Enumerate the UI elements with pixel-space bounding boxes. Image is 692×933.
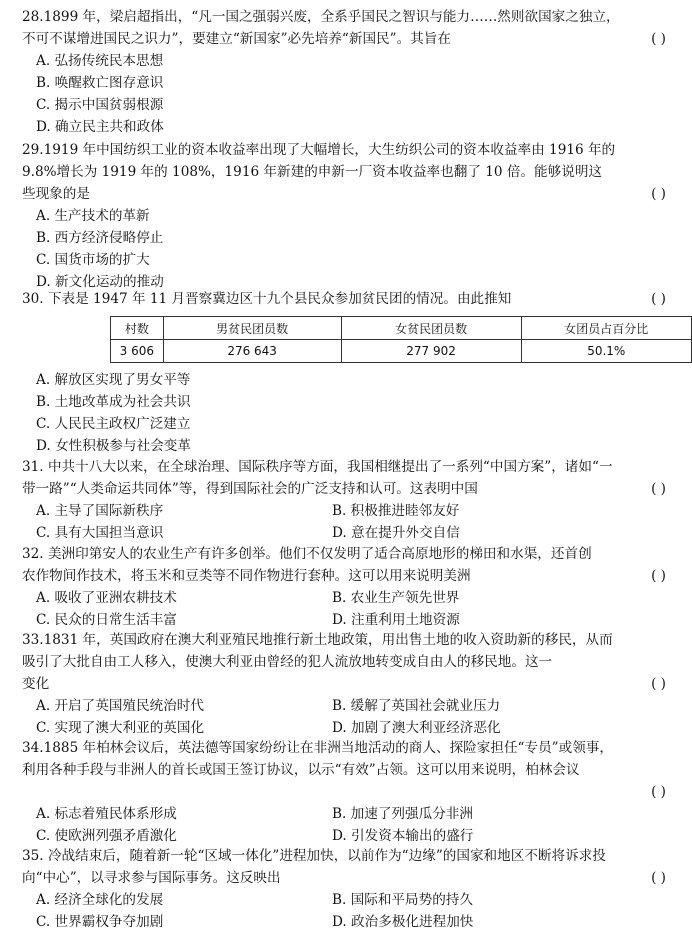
- option-c: C. 国货市场的扩大: [36, 252, 150, 268]
- answer-bracket: ( ): [651, 676, 666, 692]
- option-row: [22, 911, 672, 933]
- option-b: B. 农业生产领先世界: [332, 590, 460, 606]
- option-a: A. 吸收了亚洲农耕技术: [36, 590, 177, 606]
- question-stem-line: [22, 565, 672, 587]
- option-b: B. 国际和平局势的持久: [332, 892, 473, 908]
- option-a: A. 开启了英国殖民统治时代: [36, 698, 204, 714]
- answer-bracket: ( ): [651, 784, 666, 800]
- option-c: C. 具有大国担当意识: [36, 525, 164, 541]
- question-33: [22, 629, 672, 739]
- answer-bracket: ( ): [651, 291, 666, 307]
- option-row: [22, 587, 672, 609]
- question-stem-line: [22, 183, 672, 205]
- question-stem-text: 农作物间作技术，将玉米和豆类等不同作物进行套种。这可以用来说明美洲: [22, 568, 471, 584]
- option-row: [22, 522, 672, 544]
- option-d: D. 加剧了澳大利亚经济恶化: [332, 720, 501, 736]
- option-c: C. 民众的日常生活丰富: [36, 612, 177, 628]
- table-cell: 277 902: [341, 340, 521, 363]
- option-b: B. 土地改革成为社会共识: [36, 394, 191, 410]
- option-row: [22, 609, 672, 631]
- option-row: [22, 889, 672, 911]
- option-a: A. 标志着殖民体系形成: [36, 806, 177, 822]
- table-cell: 276 643: [163, 340, 341, 363]
- option-a: A. 生产技术的革新: [36, 208, 150, 224]
- option-d: D. 注重利用土地资源: [332, 612, 460, 628]
- question-stem-line: 31. 中共十八大以来，在全球治理、国际秩序等方面，我国相继提出了一系列“中国方案”，诸如“一: [22, 459, 613, 475]
- option-a: A. 主导了国际新秩序: [36, 503, 164, 519]
- option-b: B. 积极推进睦邻友好: [332, 503, 460, 519]
- option-row: [22, 803, 672, 825]
- option-d: D. 引发资本输出的盛行: [332, 828, 474, 844]
- question-stem-text: 带一路”“人类命运共同体”等，得到国际社会的广泛支持和认可。这表明中国: [22, 481, 478, 497]
- question-stem-line: 利用各种手段与非洲人的首长或国王签订协议，以示“有效”占领。这可以用来说明，柏林会议: [22, 762, 580, 778]
- question-stem-line: [22, 781, 672, 803]
- option-c: C. 揭示中国贫弱根源: [36, 97, 164, 113]
- question-stem-line: 32. 美洲印第安人的农业生产有许多创举。他们不仅发明了适合高原地形的梯田和水渠，还首创: [22, 546, 592, 562]
- option-c: C. 使欧洲列强矛盾激化: [36, 828, 177, 844]
- question-stem-line: [22, 28, 672, 50]
- option-a: A. 经济全球化的发展: [36, 892, 164, 908]
- answer-bracket: ( ): [651, 568, 666, 584]
- question-30: [22, 288, 672, 310]
- option-a: A. 解放区实现了男女平等: [36, 372, 191, 388]
- option-b: B. 唤醒救亡图存意识: [36, 75, 164, 91]
- data-table: [110, 316, 692, 363]
- option-a: A. 弘扬传统民本思想: [36, 53, 164, 69]
- question-stem-line: 吸引了大批自由工人移入，使澳大利亚由曾经的犯人流放地转变成自由人的移民地。这一: [22, 654, 553, 670]
- question-stem-line: 28.1899 年，梁启超指出，“凡一国之强弱兴废，全系乎国民之智识与能力……然则欲国家之独立，: [22, 9, 620, 25]
- question-stem-line: 35. 冷战结束后，随着新一轮“区域一体化”进程加快，以前作为“边缘”的国家和地区不断将诉求投: [22, 848, 606, 864]
- question-stem-line: 34.1885 年柏林会议后，英法德等国家纷纷让在非洲当地活动的商人、探险家担任“专员”或领事，: [22, 740, 613, 756]
- answer-bracket: ( ): [651, 481, 666, 497]
- option-row: [22, 695, 672, 717]
- option-b: B. 缓解了英国社会就业压力: [332, 698, 501, 714]
- question-30-options: [22, 369, 672, 457]
- question-stem-text: 变化: [22, 676, 50, 692]
- table-cell: 50.1%: [521, 340, 691, 363]
- table-cell: 3 606: [111, 340, 164, 363]
- table-header-row: [111, 317, 692, 340]
- question-stem-text: 些现象的是: [22, 186, 90, 202]
- table-header-cell: 女贫民团员数: [341, 317, 521, 340]
- question-stem-line: [22, 288, 672, 310]
- table-header-cell: 男贫民团员数: [163, 317, 341, 340]
- question-stem-line: 33.1831 年，英国政府在澳大利亚殖民地推行新土地政策，用出售土地的收入资助新的移民，从而: [22, 632, 613, 648]
- question-28: [22, 6, 672, 138]
- table-header-cell: 村数: [111, 317, 164, 340]
- option-d: D. 政治多极化进程加快: [332, 914, 474, 930]
- question-stem-line: 9.8%增长为 1919 年的 108%，1916 年新建的申新一厂资本收益率也翻了 10 倍。能够说明这: [22, 164, 603, 180]
- table-row: [111, 340, 692, 363]
- option-d: D. 新文化运动的推动: [36, 274, 164, 290]
- option-row: [22, 717, 672, 739]
- answer-bracket: ( ): [651, 31, 666, 47]
- answer-bracket: ( ): [651, 186, 666, 202]
- question-34: [22, 737, 672, 847]
- question-31: [22, 456, 672, 544]
- question-stem-line: [22, 673, 672, 695]
- option-c: C. 实现了澳大利亚的英国化: [36, 720, 205, 736]
- question-stem-line: 29.1919 年中国纺织工业的资本收益率出现了大幅增长，大生纺织公司的资本收益率由 1916 年的: [22, 142, 616, 158]
- question-35: [22, 845, 672, 933]
- question-32: [22, 543, 672, 631]
- option-d: D. 确立民主共和政体: [36, 119, 164, 135]
- option-row: [22, 500, 672, 522]
- option-c: C. 人民民主政权广泛建立: [36, 416, 191, 432]
- question-stem-text: 不可不谋增进国民之识力”，要建立“新国家”必先培养“新国民”。其旨在: [22, 31, 451, 47]
- table-header-cell: 女团员占百分比: [521, 317, 691, 340]
- question-stem-text: 30. 下表是 1947 年 11 月晋察冀边区十九个县民众参加贫民团的情况。由此推知: [22, 291, 512, 307]
- answer-bracket: ( ): [651, 870, 666, 886]
- question-29: [22, 139, 672, 293]
- question-stem-text: 向“中心”，以寻求参与国际事务。这反映出: [22, 870, 281, 886]
- option-row: [22, 825, 672, 847]
- option-d: D. 意在提升外交自信: [332, 525, 460, 541]
- option-b: B. 加速了列强瓜分非洲: [332, 806, 473, 822]
- option-d: D. 女性积极参与社会变革: [36, 438, 191, 454]
- option-b: B. 西方经济侵略停止: [36, 230, 164, 246]
- option-c: C. 世界霸权争夺加剧: [36, 914, 164, 930]
- question-stem-line: [22, 478, 672, 500]
- question-stem-line: [22, 867, 672, 889]
